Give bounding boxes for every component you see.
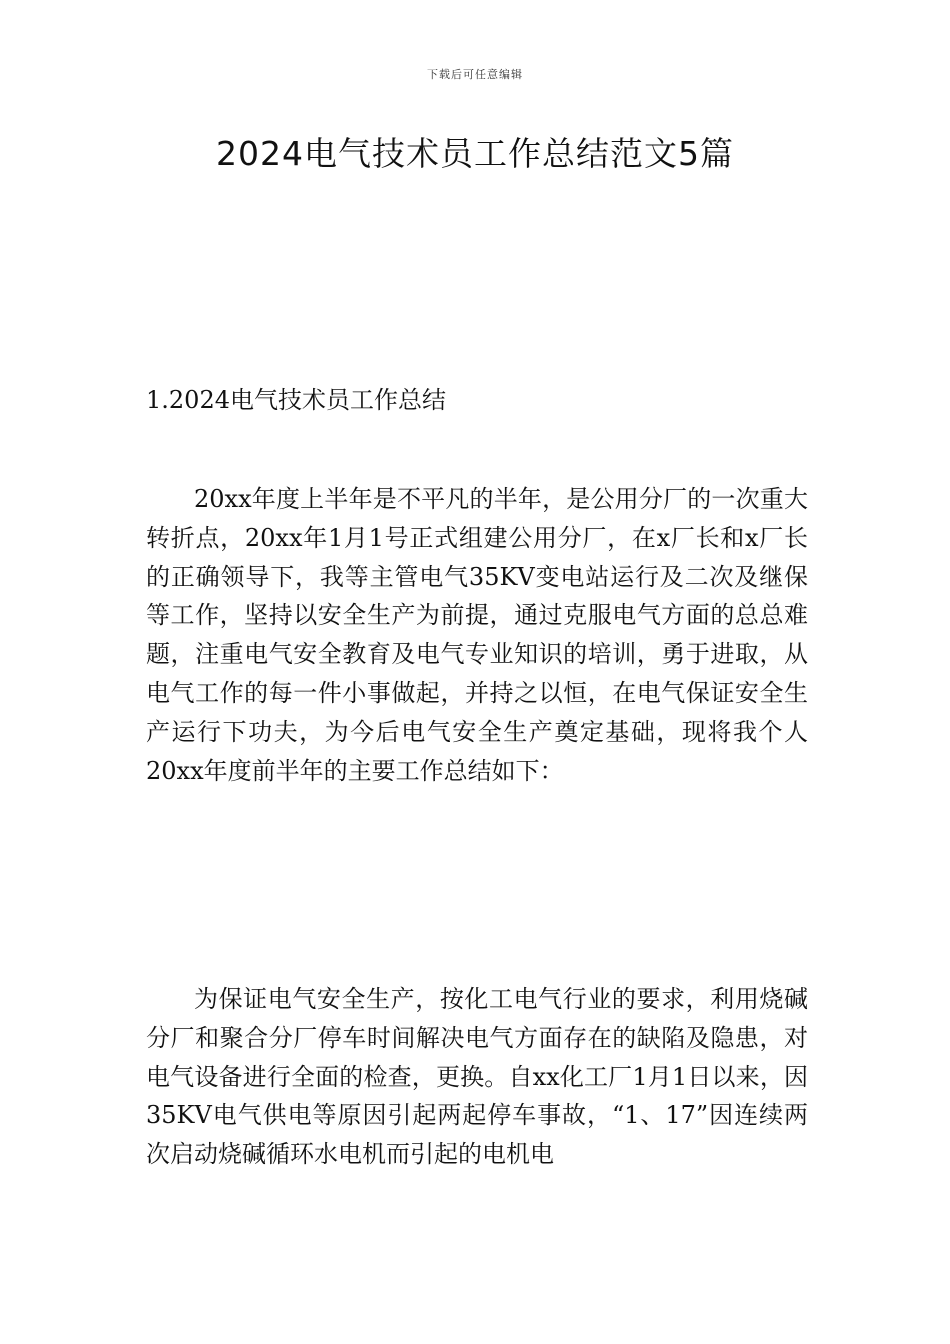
paragraph-2: 为保证电气安全生产，按化工电气行业的要求，利用烧碱分厂和聚合分厂停车时间解决电气方面存在的缺陷及隐患，对电气设备进行全面的检查，更换。自xx化工厂1月1日以来，因35KV电气供电等原因引起两起停车事故，“1、17”因连续两次启动烧碱循环水电机而引起的电机电: [146, 985, 808, 1169]
section-heading: 1.2024电气技术员工作总结: [146, 386, 446, 414]
document-title: 2024电气技术员工作总结范文5篇: [216, 134, 734, 173]
header-note: 下载后可任意编辑: [427, 68, 523, 81]
paragraph-1: 20xx年度上半年是不平凡的半年，是公用分厂的一次重大转折点，20xx年1月1号正式组建公用分厂，在x厂长和x厂长的正确领导下，我等主管电气35KV变电站运行及二次及继保等工作，坚持以安全生产为前提，通过克服电气方面的总总难题，注重电气安全教育及电气专业知识的培训，勇于进取，从电气工作的每一件小事做起，并持之以恒，在电气保证安全生产运行下功夫，为今后电气安全生产奠定基础，现将我个人20xx年度前半年的主要工作总结如下：: [146, 485, 808, 785]
